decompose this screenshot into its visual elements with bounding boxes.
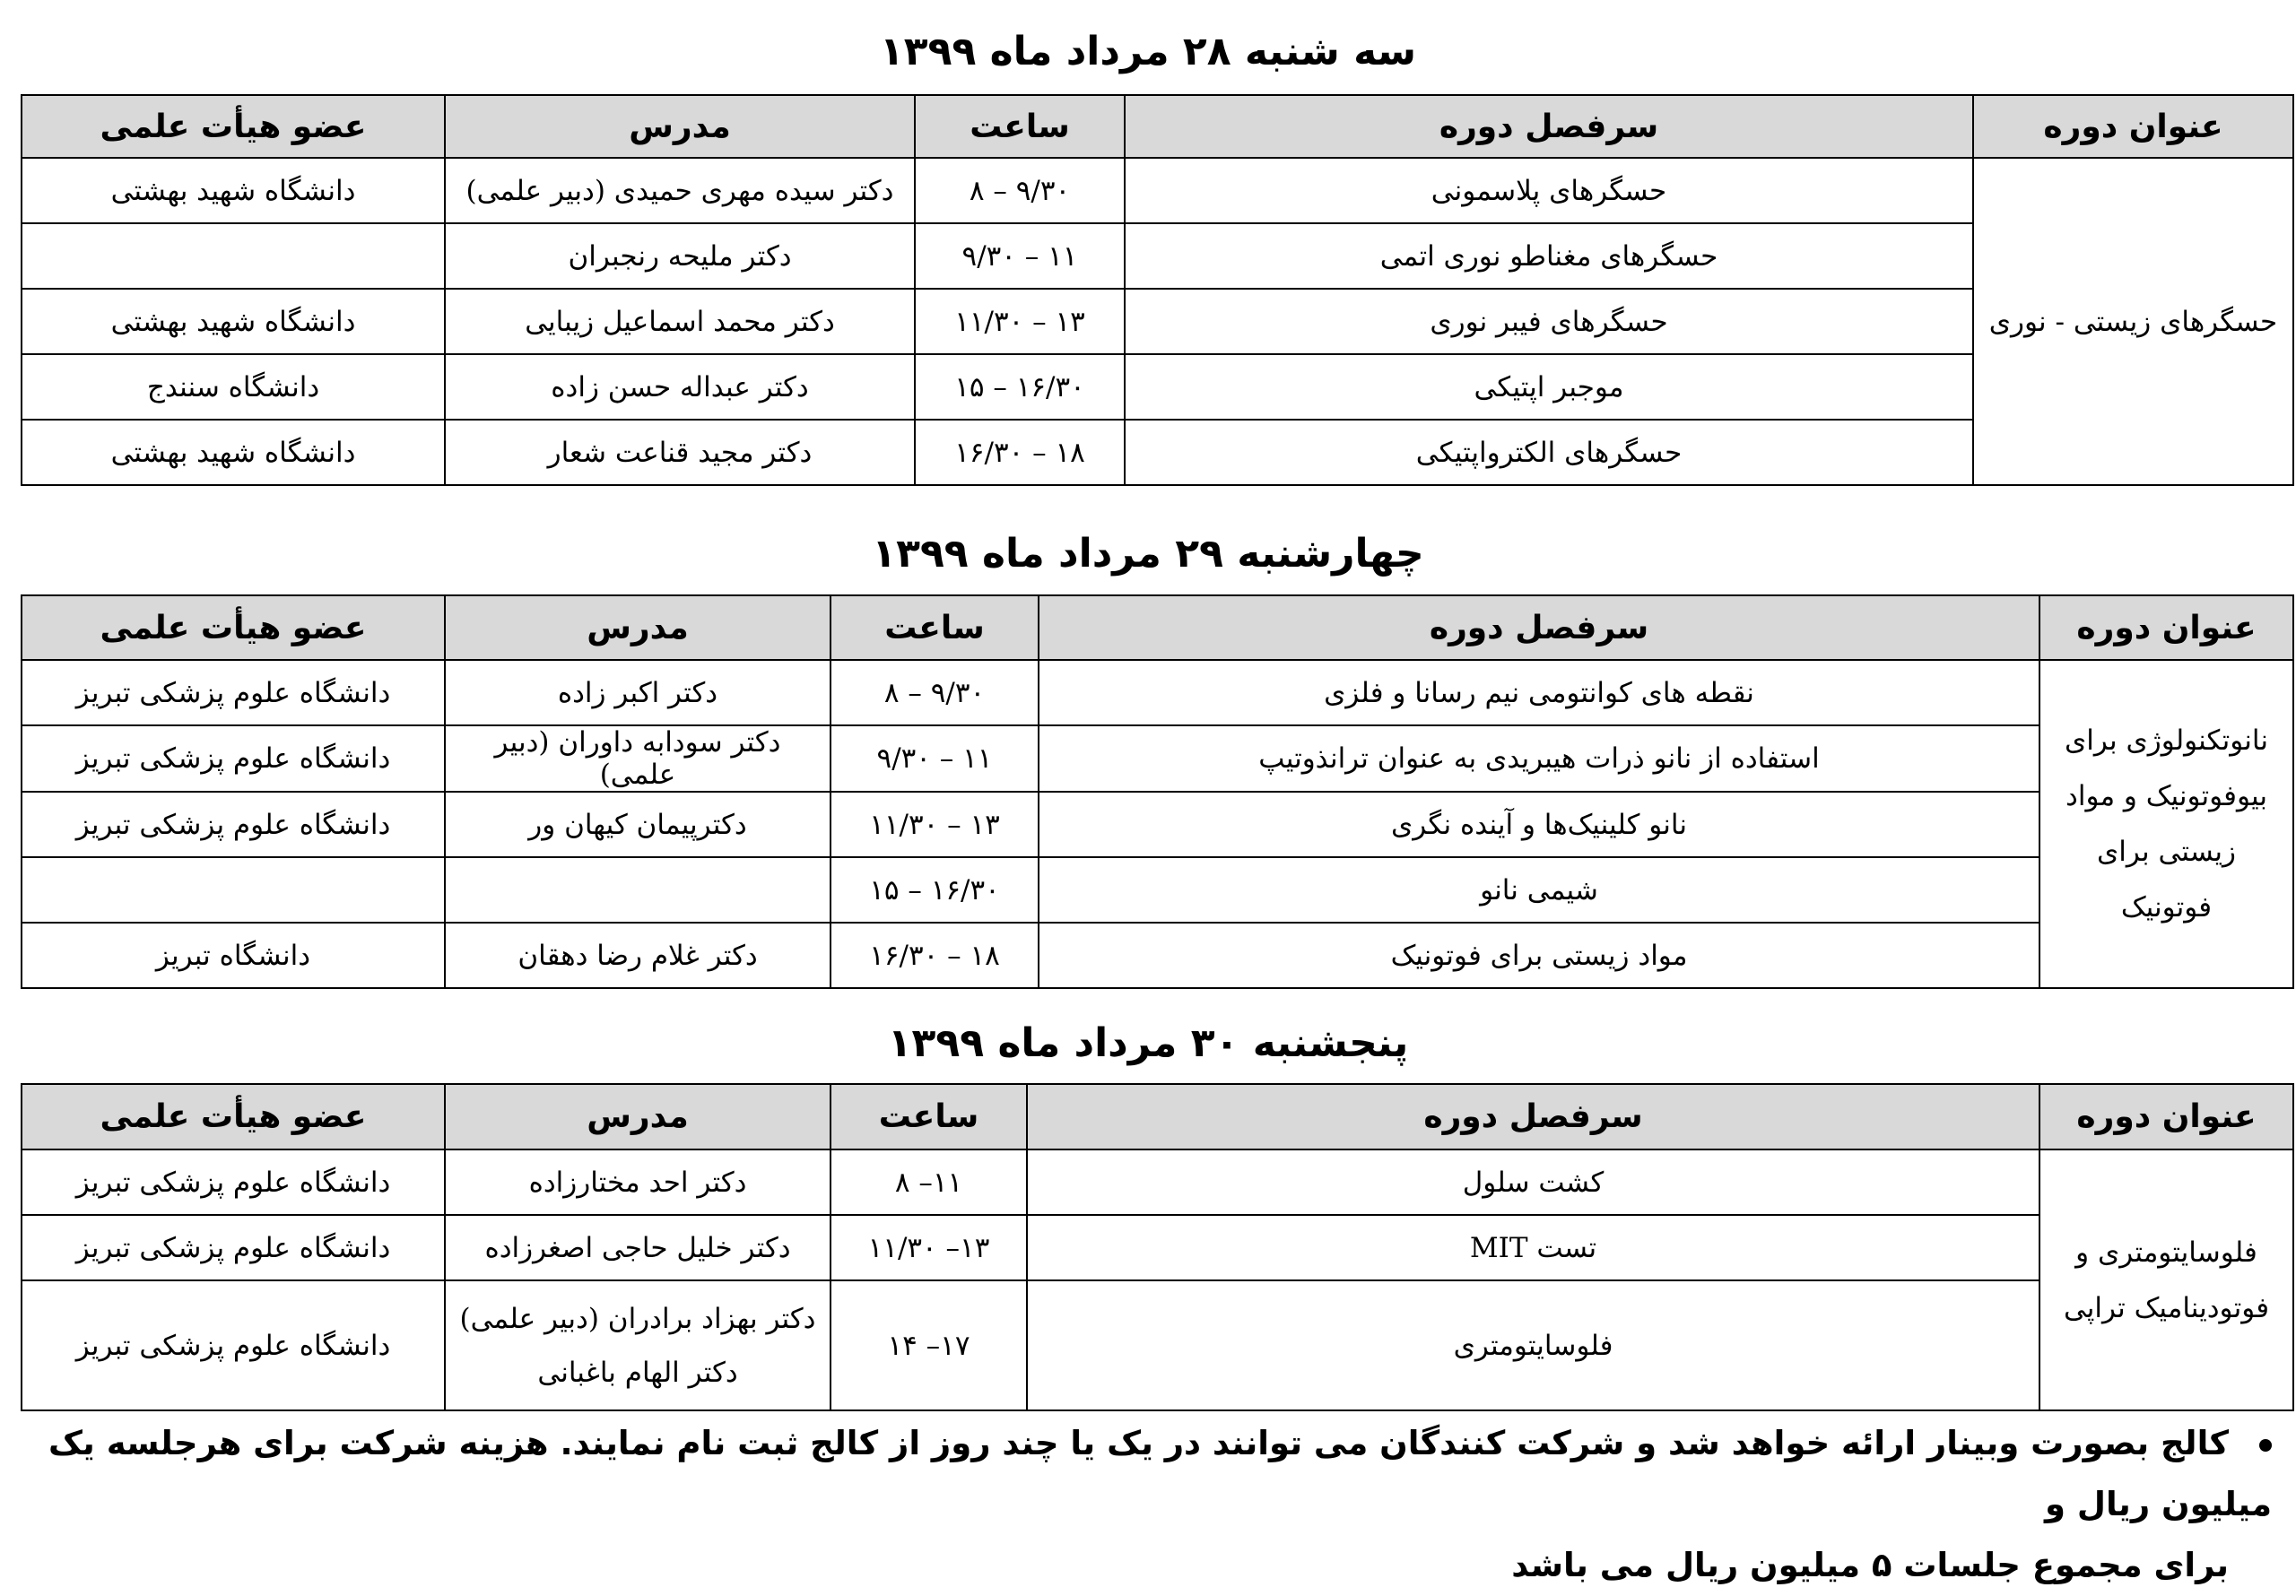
- course-title-cell: [2039, 660, 2293, 988]
- topic-cell: فلوسایتومتری: [1027, 1280, 2039, 1410]
- time-cell: ۱۱/۳۰ – ۱۳: [915, 289, 1125, 354]
- table-row: [22, 354, 2293, 420]
- header-faculty: عضو هیأت علمی: [22, 595, 445, 660]
- header-course-title: عنوان دوره: [2039, 595, 2293, 660]
- topic-cell: شیمی نانو: [1039, 857, 2039, 923]
- day-title: چهارشنبه ۲۹ مرداد ماه ۱۳۹۹: [872, 531, 1424, 577]
- faculty-cell: دانشگاه علوم پزشکی تبریز: [22, 1280, 445, 1410]
- course-title-line: فلوسایتومتری و: [2075, 1236, 2257, 1269]
- time-cell: ۱۴ –۱۷: [831, 1280, 1027, 1410]
- instructor-cell: دکتر سیده مهری حمیدی (دبیر علمی): [445, 158, 915, 223]
- header-topic: سرفصل دوره: [1125, 95, 1973, 158]
- header-course-title: عنوان دوره: [2039, 1084, 2293, 1149]
- instructor-line: دکتر الهام باغبانی: [537, 1356, 738, 1389]
- instructor-cell: دکتر خلیل حاجی اصغرزاده: [445, 1215, 831, 1280]
- table-row: [22, 660, 2293, 725]
- course-title-line: فوتودینامیک تراپی: [2063, 1291, 2270, 1324]
- header-topic: سرفصل دوره: [1039, 595, 2039, 660]
- table-row: [22, 1280, 2293, 1410]
- course-title-cell: حسگرهای زیستی - نوری: [1973, 158, 2293, 485]
- bullet-icon: [2259, 1439, 2272, 1452]
- table-row: [22, 725, 2293, 792]
- course-title-cell: [2039, 1149, 2293, 1410]
- topic-cell: حسگرهای فیبر نوری: [1125, 289, 1973, 354]
- instructor-cell: دکتر ملیحه رنجبران: [445, 223, 915, 289]
- faculty-cell: دانشگاه تبریز: [22, 923, 445, 988]
- course-title-line: زیستی برای: [2097, 836, 2236, 868]
- topic-cell: حسگرهای مغناطو نوری اتمی: [1125, 223, 1973, 289]
- schedule-table: [21, 1083, 2294, 1411]
- table-row: [22, 158, 2293, 223]
- table-row: [22, 289, 2293, 354]
- table-row: [22, 792, 2293, 857]
- course-title-line: فوتونیک: [2120, 891, 2213, 924]
- header-faculty: عضو هیأت علمی: [22, 95, 445, 158]
- topic-cell: تست MIT: [1027, 1215, 2039, 1280]
- header-time: ساعت: [831, 595, 1039, 660]
- topic-cell: حسگرهای الکترواپتیکی: [1125, 420, 1973, 485]
- table-row: [22, 923, 2293, 988]
- header-instructor: مدرس: [445, 595, 831, 660]
- instructor-cell: دکترپیمان کیهان ور: [445, 792, 831, 857]
- header-time: ساعت: [831, 1084, 1027, 1149]
- faculty-cell: دانشگاه علوم پزشکی تبریز: [22, 725, 445, 792]
- table-row: [22, 223, 2293, 289]
- time-cell: ۸ – ۹/۳۰: [831, 660, 1039, 725]
- time-cell: ۱۵ – ۱۶/۳۰: [831, 857, 1039, 923]
- faculty-cell: دانشگاه شهید بهشتی: [22, 289, 445, 354]
- faculty-cell: [22, 857, 445, 923]
- schedule-table: [21, 594, 2294, 989]
- faculty-cell: دانشگاه علوم پزشکی تبریز: [22, 1149, 445, 1215]
- day-title: پنجشنبه ۳۰ مرداد ماه ۱۳۹۹: [887, 1020, 1409, 1066]
- header-instructor: مدرس: [445, 1084, 831, 1149]
- instructor-cell: [445, 857, 831, 923]
- faculty-cell: [22, 223, 445, 289]
- faculty-cell: دانشگاه شهید بهشتی: [22, 158, 445, 223]
- header-time: ساعت: [915, 95, 1125, 158]
- time-cell: ۸ – ۹/۳۰: [915, 158, 1125, 223]
- time-cell: ۱۶/۳۰ – ۱۸: [915, 420, 1125, 485]
- instructor-cell: دکتر مجید قناعت شعار: [445, 420, 915, 485]
- topic-cell: نقطه های کوانتومی نیم رسانا و فلزی: [1039, 660, 2039, 725]
- time-cell: ۱۵ – ۱۶/۳۰: [915, 354, 1125, 420]
- table-row: [22, 1149, 2293, 1215]
- header-topic: سرفصل دوره: [1027, 1084, 2039, 1149]
- instructor-cell: دکتر احد مختارزاده: [445, 1149, 831, 1215]
- faculty-cell: دانشگاه شهید بهشتی: [22, 420, 445, 485]
- course-title-line: نانوتکنولوژی برای: [2065, 724, 2268, 757]
- time-cell: ۱۱/۳۰ –۱۳: [831, 1215, 1027, 1280]
- topic-cell: مواد زیستی برای فوتونیک: [1039, 923, 2039, 988]
- topic-cell: استفاده از نانو ذرات هیبریدی به عنوان ترانذوتیپ: [1039, 725, 2039, 792]
- time-cell: ۹/۳۰ – ۱۱: [831, 725, 1039, 792]
- note-line-1: [21, 1413, 2272, 1535]
- time-cell: ۸ –۱۱: [831, 1149, 1027, 1215]
- faculty-cell: دانشگاه علوم پزشکی تبریز: [22, 1215, 445, 1280]
- instructor-cell: دکتر غلام رضا دهقان: [445, 923, 831, 988]
- topic-cell: نانو کلینیک‌ها و آینده نگری: [1039, 792, 2039, 857]
- topic-cell: کشت سلول: [1027, 1149, 2039, 1215]
- faculty-cell: دانشگاه علوم پزشکی تبریز: [22, 792, 445, 857]
- registration-note: [21, 1413, 2272, 1596]
- header-faculty: عضو هیأت علمی: [22, 1084, 445, 1149]
- day-title: سه شنبه ۲۸ مرداد ماه ۱۳۹۹: [879, 29, 1417, 74]
- faculty-cell: دانشگاه علوم پزشکی تبریز: [22, 660, 445, 725]
- instructor-cell: دکتر محمد اسماعیل زیبایی: [445, 289, 915, 354]
- note-line-2: برای مجموع جلسات ۵ میلیون ریال می باشد: [1511, 1546, 2229, 1584]
- time-cell: ۹/۳۰ – ۱۱: [915, 223, 1125, 289]
- header-instructor: مدرس: [445, 95, 915, 158]
- time-cell: ۱۱/۳۰ – ۱۳: [831, 792, 1039, 857]
- faculty-cell: دانشگاه سنندج: [22, 354, 445, 420]
- course-title-line: بیوفوتونیک و مواد: [2066, 780, 2267, 812]
- instructor-cell: [445, 1280, 831, 1410]
- instructor-cell: دکتر سودابه داوران (دبیر علمی): [445, 725, 831, 792]
- note-text: کالج بصورت وبینار ارائه خواهد شد و شرکت کنندگان می توانند در یک یا چند روز از کالج ثبت نام نمایند. هزینه شرکت برای هرجلسه یک میلیون ریال و: [48, 1424, 2272, 1523]
- instructor-cell: دکتر عبداله حسن زاده: [445, 354, 915, 420]
- instructor-cell: دکتر اکبر زاده: [445, 660, 831, 725]
- header-course-title: عنوان دوره: [1973, 95, 2293, 158]
- topic-cell: موجبر اپتیکی: [1125, 354, 1973, 420]
- instructor-line: دکتر بهزاد برادران (دبیر علمی): [459, 1302, 816, 1335]
- topic-cell: حسگرهای پلاسمونی: [1125, 158, 1973, 223]
- table-row: [22, 1215, 2293, 1280]
- schedule-table: [21, 94, 2294, 486]
- table-row: [22, 420, 2293, 485]
- time-cell: ۱۶/۳۰ – ۱۸: [831, 923, 1039, 988]
- table-row: [22, 857, 2293, 923]
